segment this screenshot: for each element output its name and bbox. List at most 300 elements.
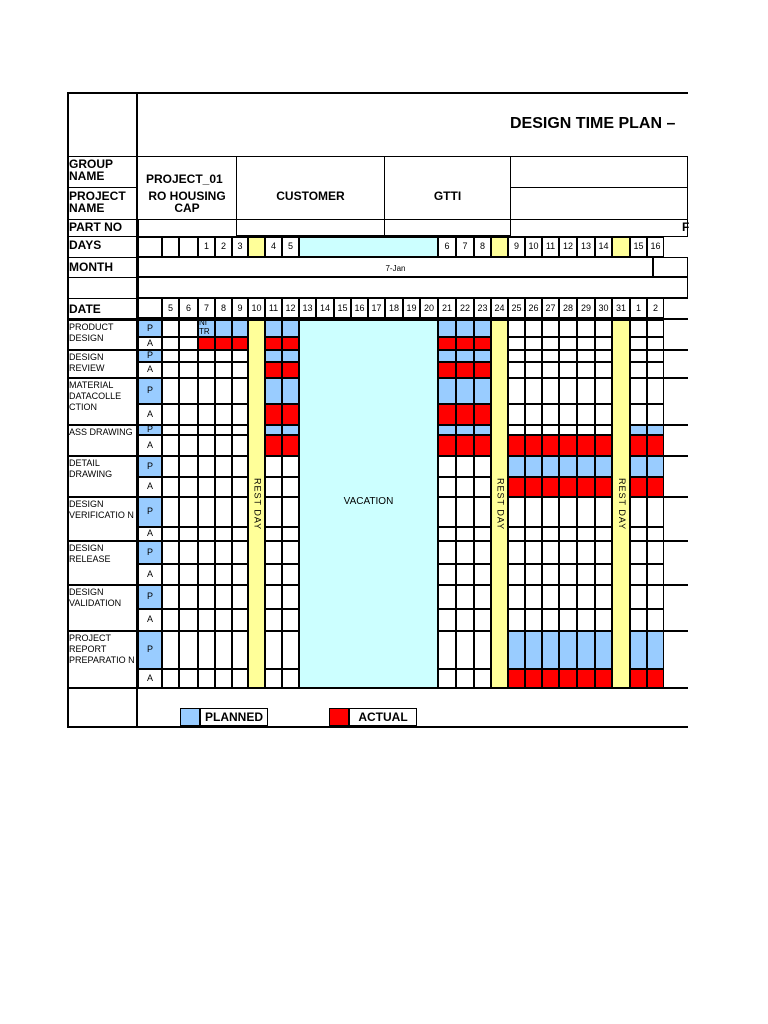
date-number: 22 (459, 303, 470, 313)
grid-cell (215, 541, 232, 564)
grid-cell (438, 631, 456, 669)
day-number: 12 (562, 241, 573, 251)
planned-bar-cell (508, 631, 525, 669)
actual-bar-cell (577, 669, 595, 688)
grid-cell (215, 404, 232, 425)
grid-cell (542, 541, 559, 564)
grid-cell (215, 435, 232, 456)
planned-code: P (146, 506, 153, 516)
actual-bar-cell (508, 435, 525, 456)
date-number: 25 (511, 303, 522, 313)
activity-name: PROJECT REPORT PREPARATIO N (69, 633, 135, 665)
grid-cell (525, 609, 542, 631)
date-number: 16 (354, 303, 365, 313)
grid-cell (525, 541, 542, 564)
grid-cell (162, 477, 179, 497)
grid-cell (265, 585, 282, 609)
grid-cell (577, 564, 595, 585)
grid-cell (542, 527, 559, 541)
grid-cell (232, 609, 248, 631)
bottom-border (67, 726, 688, 728)
actual-bar-cell (265, 435, 282, 456)
date-number: 6 (185, 303, 191, 313)
date-number: 14 (319, 303, 330, 313)
activity-name: PRODUCT DESIGN (69, 322, 114, 343)
date-number: 29 (580, 303, 591, 313)
day-number: 5 (287, 241, 293, 251)
grid-cell (198, 564, 215, 585)
grid-cell (542, 404, 559, 425)
day-number: 6 (444, 241, 450, 251)
grid-cell (595, 362, 612, 378)
day-number: 4 (270, 241, 276, 251)
grid-cell (456, 497, 474, 527)
actual-bar-cell (542, 477, 559, 497)
planned-bar-cell (438, 378, 456, 404)
grid-cell (577, 497, 595, 527)
grid-cell (215, 477, 232, 497)
planned-bar-cell (577, 456, 595, 477)
grid-cell (508, 362, 525, 378)
grid-cell (542, 585, 559, 609)
day-number: 16 (650, 241, 661, 251)
grid-cell (456, 527, 474, 541)
grid-cell (198, 497, 215, 527)
grid-cell (162, 609, 179, 631)
grid-cell (559, 564, 577, 585)
day-cell (138, 237, 162, 257)
grid-cell (647, 497, 664, 527)
day-number: 2 (220, 241, 226, 251)
grid-cell (508, 609, 525, 631)
planned-bar-cell (647, 631, 664, 669)
grid-cell (198, 350, 215, 362)
day-cell (491, 237, 508, 257)
grid-cell (215, 585, 232, 609)
grid-cell (232, 435, 248, 456)
day-number: 15 (633, 241, 644, 251)
grid-cell (456, 585, 474, 609)
grid-cell (198, 378, 215, 404)
grid-cell (577, 425, 595, 435)
grid-cell (630, 404, 647, 425)
month-value: 7-Jan (385, 264, 406, 273)
grid-cell (438, 564, 456, 585)
actual-bar-cell (577, 435, 595, 456)
date-cell (138, 298, 162, 318)
grid-cell (232, 404, 248, 425)
grid-cell (525, 527, 542, 541)
grid-cell (595, 585, 612, 609)
grid-cell (577, 378, 595, 404)
legend-planned-label: PLANNED (204, 710, 263, 724)
planned-bar-cell (647, 456, 664, 477)
grid-cell (508, 541, 525, 564)
grid-cell (647, 378, 664, 404)
grid-cell (215, 456, 232, 477)
grid-cell (282, 585, 299, 609)
actual-bar-cell (525, 477, 542, 497)
grid-cell (232, 378, 248, 404)
grid-cell (232, 669, 248, 688)
part-no-row (138, 219, 688, 237)
product-design-note: NI TR (199, 318, 210, 336)
date-number: 30 (598, 303, 609, 313)
grid-cell (232, 350, 248, 362)
planned-code: P (146, 644, 153, 654)
planned-bar-cell (508, 456, 525, 477)
grid-cell (215, 631, 232, 669)
grid-cell (647, 350, 664, 362)
grid-cell (542, 425, 559, 435)
grid-cell (474, 527, 491, 541)
grid-cell (232, 477, 248, 497)
actual-bar-cell (456, 435, 474, 456)
grid-cell (508, 425, 525, 435)
grid-cell (215, 497, 232, 527)
actual-bar-cell (282, 362, 299, 378)
grid-cell (162, 527, 179, 541)
grid-cell (232, 456, 248, 477)
day-cell (179, 237, 198, 257)
date-number: 31 (615, 303, 626, 313)
grid-cell (456, 456, 474, 477)
date-number: 10 (251, 303, 262, 313)
legend-planned-swatch (180, 708, 200, 726)
month-label: MONTH (69, 260, 113, 274)
grid-cell (474, 541, 491, 564)
grid-cell (198, 669, 215, 688)
grid-cell (456, 669, 474, 688)
grid-cell (179, 320, 198, 337)
grid-cell (456, 541, 474, 564)
grid-cell (525, 564, 542, 585)
grid-cell (630, 362, 647, 378)
header-blank-box (510, 156, 688, 188)
actual-bar-cell (559, 435, 577, 456)
grid-cell (559, 425, 577, 435)
grid-cell (577, 585, 595, 609)
grid-cell (577, 541, 595, 564)
grid-cell (215, 609, 232, 631)
planned-bar-cell (282, 425, 299, 435)
planned-bar-cell (630, 456, 647, 477)
grid-cell (508, 378, 525, 404)
grid-cell (282, 631, 299, 669)
grid-cell (525, 350, 542, 362)
grid-cell (215, 425, 232, 435)
planned-bar-cell (474, 320, 491, 337)
customer-value: GTTI (433, 189, 462, 203)
actual-bar-cell (647, 477, 664, 497)
grid-cell (647, 527, 664, 541)
grid-cell (282, 456, 299, 477)
grid-cell (162, 631, 179, 669)
group-name-value: PROJECT_01 (146, 172, 223, 186)
actual-bar-cell (474, 404, 491, 425)
grid-cell (265, 609, 282, 631)
grid-cell (162, 541, 179, 564)
actual-bar-cell (282, 404, 299, 425)
actual-bar-cell (474, 362, 491, 378)
grid-cell (179, 362, 198, 378)
planned-bar-cell (215, 320, 232, 337)
grid-cell (474, 669, 491, 688)
actual-bar-cell (508, 669, 525, 688)
grid-cell (179, 378, 198, 404)
planned-bar-cell (595, 631, 612, 669)
actual-bar-cell (525, 669, 542, 688)
day-number: 7 (462, 241, 468, 251)
grid-cell (198, 404, 215, 425)
actual-bar-cell (595, 435, 612, 456)
grid-cell (162, 378, 179, 404)
rule (67, 187, 138, 188)
day-number: 11 (545, 241, 556, 251)
date-number: 13 (302, 303, 313, 313)
actual-bar-cell (265, 362, 282, 378)
grid-cell (542, 362, 559, 378)
grid-cell (595, 609, 612, 631)
actual-bar-cell (438, 362, 456, 378)
grid-cell (456, 609, 474, 631)
vacation-label: VACATION (343, 496, 394, 507)
month-cell-next (653, 257, 688, 277)
actual-code: A (146, 408, 153, 419)
grid-cell (559, 585, 577, 609)
grid-cell (162, 350, 179, 362)
grid-cell (508, 404, 525, 425)
activity-name: DESIGN REVIEW (69, 352, 105, 373)
grid-cell (179, 456, 198, 477)
grid-cell (456, 631, 474, 669)
grid-cell (474, 585, 491, 609)
planned-bar-cell (630, 425, 647, 435)
grid-cell (282, 669, 299, 688)
grid-cell (179, 564, 198, 585)
grid-cell (630, 527, 647, 541)
grid-cell (508, 320, 525, 337)
grid-cell (542, 378, 559, 404)
planned-bar-cell (630, 631, 647, 669)
actual-bar-cell (630, 477, 647, 497)
grid-cell (179, 404, 198, 425)
grid-cell (282, 477, 299, 497)
actual-code: A (146, 337, 153, 348)
planned-bar-cell (577, 631, 595, 669)
grid-cell (559, 378, 577, 404)
grid-cell (438, 477, 456, 497)
date-number: 12 (285, 303, 296, 313)
project-name-label: PROJECT NAME (69, 189, 126, 215)
planned-bar-cell (456, 320, 474, 337)
grid-cell (438, 585, 456, 609)
grid-cell (595, 350, 612, 362)
date-number: 27 (545, 303, 556, 313)
planned-bar-cell (647, 425, 664, 435)
grid-cell (647, 320, 664, 337)
grid-cell (456, 477, 474, 497)
grid-cell (508, 497, 525, 527)
grid-cell (162, 497, 179, 527)
grid-cell (162, 320, 179, 337)
planned-bar-cell (474, 425, 491, 435)
top-border (67, 92, 688, 94)
actual-code: A (146, 672, 153, 683)
date-number: 2 (652, 303, 658, 313)
planned-code: P (146, 385, 153, 395)
day-number: 3 (237, 241, 243, 251)
actual-bar-cell (282, 435, 299, 456)
grid-cell (198, 362, 215, 378)
grid-cell (595, 541, 612, 564)
grid-cell (198, 435, 215, 456)
planned-bar-cell (542, 631, 559, 669)
planned-code: P (146, 350, 153, 360)
legend-actual-label: ACTUAL (358, 710, 408, 724)
date-number: 1 (635, 303, 641, 313)
header-blank-box (510, 187, 688, 220)
planned-bar-cell (474, 350, 491, 362)
grid-cell (525, 404, 542, 425)
planned-bar-cell (559, 456, 577, 477)
grid-cell (577, 609, 595, 631)
grid-cell (456, 564, 474, 585)
planned-bar-cell (559, 631, 577, 669)
grid-cell (647, 585, 664, 609)
grid-cell (179, 497, 198, 527)
actual-bar-cell (630, 435, 647, 456)
date-number: 9 (237, 303, 243, 313)
date-number: 7 (203, 303, 209, 313)
grid-cell (595, 320, 612, 337)
grid-cell (162, 404, 179, 425)
actual-bar-cell (595, 477, 612, 497)
actual-bar-cell (474, 435, 491, 456)
grid-cell (232, 631, 248, 669)
grid-cell (630, 564, 647, 585)
grid-cell (542, 497, 559, 527)
grid-cell (179, 669, 198, 688)
grid-cell (198, 477, 215, 497)
grid-cell (559, 527, 577, 541)
grid-cell (474, 497, 491, 527)
grid-cell (438, 497, 456, 527)
actual-code: A (146, 439, 153, 450)
grid-cell (162, 669, 179, 688)
days-label: DAYS (69, 238, 102, 252)
grid-cell (559, 541, 577, 564)
planned-code: P (146, 460, 153, 471)
grid-cell (198, 631, 215, 669)
grid-cell (559, 609, 577, 631)
activity-name: DESIGN VALIDATION (69, 587, 122, 608)
grid-cell (595, 527, 612, 541)
activity-name: ASS DRAWING (69, 427, 133, 437)
grid-cell (508, 585, 525, 609)
grid-cell (265, 541, 282, 564)
grid-cell (508, 527, 525, 541)
planned-bar-cell (525, 456, 542, 477)
date-number: 28 (562, 303, 573, 313)
grid-cell (265, 477, 282, 497)
planned-bar-cell (282, 378, 299, 404)
grid-cell (630, 497, 647, 527)
planned-bar-cell (438, 425, 456, 435)
grid-cell (162, 585, 179, 609)
grid-cell (438, 527, 456, 541)
actual-bar-cell (525, 435, 542, 456)
part-no-label: PART NO (69, 220, 123, 234)
day-cell (248, 237, 265, 257)
grid-cell (215, 669, 232, 688)
grid-cell (595, 564, 612, 585)
grid-cell (215, 378, 232, 404)
grid-cell (577, 350, 595, 362)
date-number: 15 (337, 303, 348, 313)
grid-cell (630, 541, 647, 564)
planned-bar-cell (232, 320, 248, 337)
grid-cell (474, 609, 491, 631)
actual-bar-cell (577, 477, 595, 497)
planned-bar-cell (542, 456, 559, 477)
grid-cell (647, 541, 664, 564)
page-title: DESIGN TIME PLAN – (510, 115, 676, 132)
day-cell (612, 237, 630, 257)
planned-bar-cell (282, 350, 299, 362)
rest-day-label: REST DAY (495, 478, 506, 531)
date-number: 18 (388, 303, 399, 313)
grid-cell (525, 362, 542, 378)
grid-cell (265, 497, 282, 527)
grid-cell (265, 527, 282, 541)
grid-cell (198, 527, 215, 541)
partial-glyph: F (682, 220, 690, 234)
date-number: 20 (423, 303, 434, 313)
grid-cell (630, 585, 647, 609)
planned-bar-cell (438, 320, 456, 337)
grid-cell (215, 564, 232, 585)
grid-cell (559, 404, 577, 425)
grid-cell (265, 456, 282, 477)
grid-cell (179, 477, 198, 497)
grid-cell (525, 425, 542, 435)
date-number: 23 (477, 303, 488, 313)
grid-cell (559, 350, 577, 362)
project-name-value: RO HOUSING CAP (148, 189, 226, 215)
rest-day-label: REST DAY (617, 478, 627, 531)
grid-cell (630, 378, 647, 404)
grid-cell (162, 435, 179, 456)
date-number: 24 (494, 303, 505, 313)
grid-cell (282, 609, 299, 631)
grid-cell (630, 320, 647, 337)
grid-cell (559, 320, 577, 337)
grid-cell (198, 585, 215, 609)
customer-label: CUSTOMER (276, 189, 345, 203)
grid-cell (232, 527, 248, 541)
grid-cell (265, 631, 282, 669)
group-name-label: GROUP NAME (69, 157, 113, 183)
grid-cell (508, 350, 525, 362)
date-number: 5 (167, 303, 173, 313)
day-number: 9 (513, 241, 519, 251)
day-number: 14 (598, 241, 609, 251)
grid-cell (179, 609, 198, 631)
planned-code: P (146, 424, 153, 434)
grid-cell (162, 456, 179, 477)
day-number: 10 (528, 241, 539, 251)
